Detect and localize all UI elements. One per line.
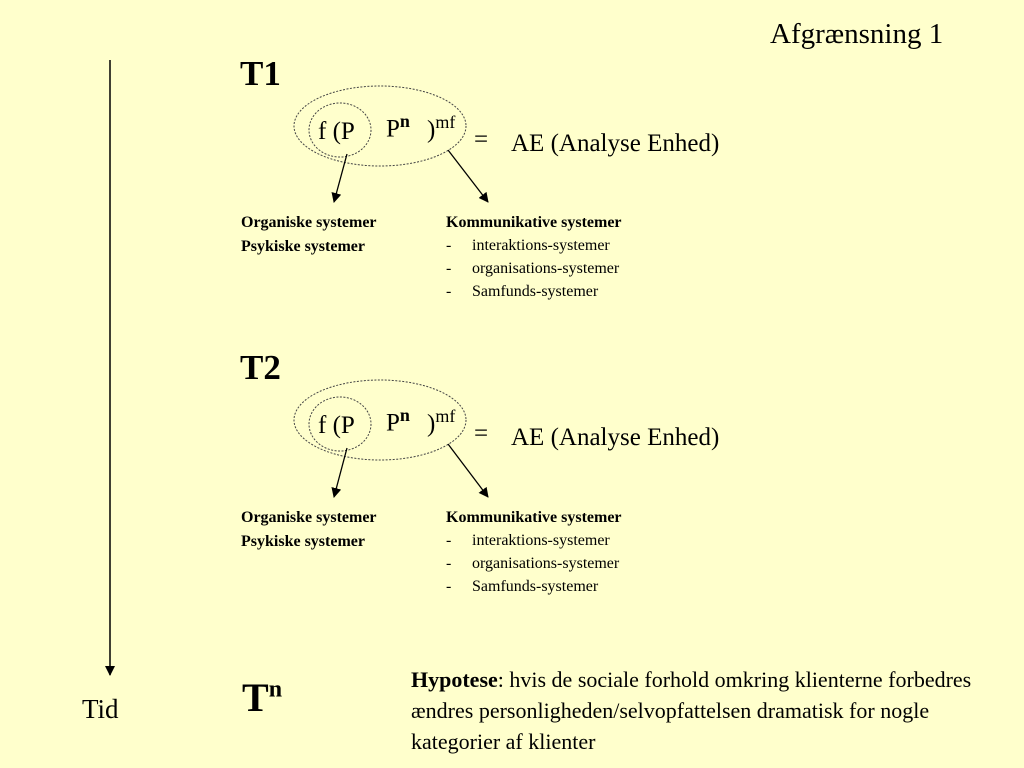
block-2-formula-p bbox=[386, 405, 410, 437]
tn-sup: n bbox=[268, 676, 283, 703]
block-1-ae-text: AE (Analyse Enhed) bbox=[511, 130, 720, 157]
block-2-ae-text: AE (Analyse Enhed) bbox=[511, 424, 720, 451]
block-2-formula-open: f (P bbox=[318, 412, 355, 439]
block-2-right-item: - organisations-systemer bbox=[446, 555, 620, 572]
block-2-formula-p-sup: n bbox=[399, 405, 410, 425]
hypothesis-body: : hvis de sociale forhold omkring klienterne forbedres ændres personligheden/selvopfattelsen dramatisk for nogle kategorier af klienter bbox=[411, 667, 972, 754]
block-2-label: T2 bbox=[240, 348, 281, 387]
block-2-right-heading: Kommunikative systemer bbox=[446, 509, 622, 526]
tn-label bbox=[242, 674, 282, 721]
block-2-right-list bbox=[446, 509, 622, 601]
block-1-right-list bbox=[446, 214, 622, 306]
block-1-left-item: Organiske systemer bbox=[241, 214, 377, 231]
tn-base: T bbox=[242, 675, 269, 720]
block-1-right-item: - interaktions-systemer bbox=[446, 237, 610, 254]
block-1-label: T1 bbox=[240, 54, 281, 93]
block-1-formula-equals: = bbox=[474, 126, 489, 153]
block-2-formula-p-base: P bbox=[386, 409, 400, 437]
block-2-formula-close bbox=[427, 406, 455, 438]
block-1-right-heading: Kommunikative systemer bbox=[446, 214, 622, 231]
block-1-formula-close-paren: ) bbox=[427, 116, 436, 144]
block-1-right-item: - organisations-systemer bbox=[446, 260, 620, 277]
block-2-left-item: Organiske systemer bbox=[241, 509, 377, 526]
slide-title: Afgrænsning 1 bbox=[770, 18, 944, 50]
block-1-left-list bbox=[241, 214, 377, 256]
block-2-left-list bbox=[241, 509, 377, 551]
block-1-formula-open: f (P bbox=[318, 118, 355, 145]
block-2-right-item: - interaktions-systemer bbox=[446, 532, 610, 549]
block-2-formula-close-paren: ) bbox=[427, 410, 436, 438]
time-axis-label: Tid bbox=[82, 694, 119, 724]
hypothesis-label: Hypotese bbox=[411, 667, 498, 692]
block-2-left-item: Psykiske systemer bbox=[241, 533, 365, 550]
block-2-formula-equals: = bbox=[474, 420, 489, 447]
block-2-formula-close-sup: mf bbox=[435, 406, 456, 426]
block-1-formula-p-base: P bbox=[386, 115, 400, 143]
block-2-right-item: - Samfunds-systemer bbox=[446, 578, 599, 595]
hypothesis-text bbox=[411, 664, 991, 757]
block-1-formula-close-sup: mf bbox=[435, 112, 456, 132]
block-1-formula-close bbox=[427, 112, 455, 144]
block-1-formula-p bbox=[386, 111, 410, 143]
block-1-right-item: - Samfunds-systemer bbox=[446, 283, 599, 300]
block-1-arrow-right bbox=[448, 150, 488, 202]
block-1-formula-p-sup: n bbox=[399, 111, 410, 131]
block-2-arrow-right bbox=[448, 444, 488, 497]
block-1-left-item: Psykiske systemer bbox=[241, 238, 365, 255]
